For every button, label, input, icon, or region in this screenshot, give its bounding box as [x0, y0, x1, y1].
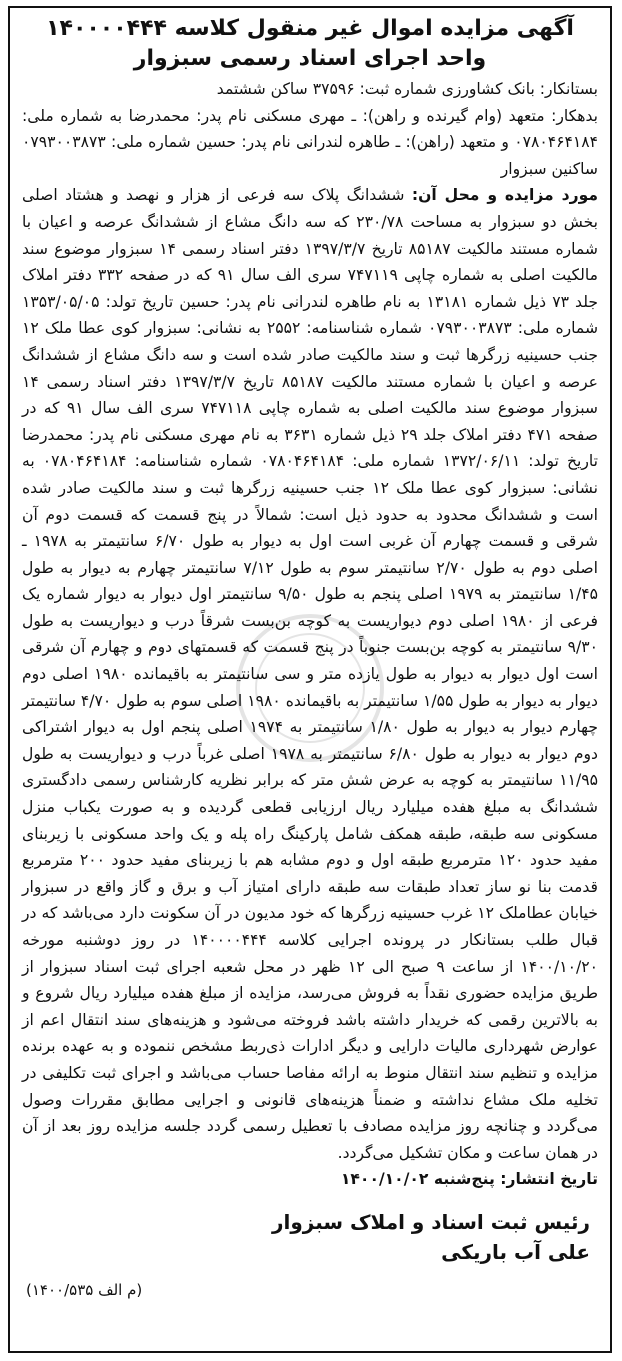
reference-code: (م الف ۱۴۰۰/۵۳۵): [26, 1280, 143, 1299]
publish-date: تاریخ انتشار: پنج‌شنبه ۱۴۰۰/۱۰/۰۲: [340, 1170, 598, 1189]
signature-name: علی آب باریکی: [441, 1239, 590, 1264]
notice-body: [22, 76, 598, 1193]
signature-block: [22, 1207, 598, 1267]
subject-paragraph: [22, 182, 598, 1166]
creditor-line: بستانکار: بانک کشاورزی شماره ثبت: ۳۷۵۹۶ ساکن ششتمد: [216, 80, 598, 98]
notice-title: آگهی مزایده اموال غیر منقول کلاسه ۱۴۰۰۰۰۴۴۴ واحد اجرای اسناد رسمی سبزوار: [46, 16, 574, 71]
subject-label: مورد مزایده و محل آن:: [411, 186, 598, 205]
subject-text: ششدانگ پلاک سه فرعی از هزار و نهصد و هشتاد اصلی بخش دو سبزوار به مساحت ۲۳۰/۷۸ که سه دانگ مشاع از ششدانگ عرصه و اعیان با شماره مستند مالکیت ۸۵۱۸۷ تاریخ ۱۳۹۷/۳/۷ دفتر اسناد رسمی ۱۴ سبزوار موضوع سند مالکیت اصلی به شماره چاپی ۷۴۷۱۱۹ سری الف سال ۹۱ که در صفحه ۳۳۲ دفتر املاک جلد ۷۳ ذیل شماره ۱۳۱۸۱ به نام طاهره لندرانی نام پدر: حسین تاریخ تولد: ۱۳۵۳/۰۵/۰۵ شماره ملی: ۰۷۹۳۰۰۳۸۷۳ شماره شناسنامه: ۲۵۵۲ به نشانی: سبزوار کوی عطا ملک ۱۲ جنب حسینیه زرگرها ثبت و سند مالکیت صادر شده است و سه دانگ مشاع از ششدانگ عرصه و اعیان با شماره مستند مالکیت ۸۵۱۸۷ تاریخ ۱۳۹۷/۳/۷ دفتر اسناد رسمی ۱۴ سبزوار موضوع سند مالکیت اصلی به شماره چاپی ۷۴۷۱۱۸ سری الف سال ۹۱ که در صفحه ۴۷۱ دفتر املاک جلد ۲۹ ذیل شماره ۳۶۳۱ به نام مهری مسکنی نام پدر: محمدرضا تاریخ تولد: ۱۳۷۲/۰۶/۱۱ شماره ملی: ۰۷۸۰۴۶۴۱۸۴ شماره شناسنامه: ۰۷۸۰۴۶۴۱۸۴ به نشانی: سبزوار کوی عطا ملک ۱۲ جنب حسینیه زرگرها ثبت و سند مالکیت صادر شده است و ششدانگ محدود به حدود ذیل است: شمالاً در پنج قسمت که قسمت دوم آن شرقی و قسمت چهارم آن غربی است اول به دیوار به طول ۶/۷۰ سانتیمتر به ۱۹۷۸ ـ اصلی دوم به طول ۲/۷۰ سانتیمتر سوم به طول ۷/۱۲ سانتیمتر چهارم به دیوار به طول ۱/۴۵ سانتیمتر به ۱۹۷۹ اصلی پنجم به طول ۹/۵۰ سانتیمتر اول دیوار به دیوار شماره یک فرعی از ۱۹۸۰ اصلی دوم دیواریست به کوچه بن‌بست شرقاً درب و دیواریست به طول ۹/۳۰ سانتیمتر به کوچه بن‌بست جنوباً در پنج قسمت که قسمتهای دوم و چهارم آن شرقی است اول دیوار به دیوار به طول یازده متر و سی سانتیمتر به باقیمانده ۱۹۸۰ اصلی دوم دیوار به دیوار به طول ۱/۵۵ سانتیمتر به باقیمانده ۱۹۸۰ اصلی سوم به طول ۴/۷۰ سانتیمتر چهارم دیوار به دیوار به طول ۱/۸۰ سانتیمتر به ۱۹۷۴ اصلی پنجم اول به دیوار اشتراکی دوم دیوار به دیوار به طول ۶/۸۰ سانتیمتر به ۱۹۷۸ اصلی غرباً درب و دیواریست به طول ۱۱/۹۵ سانتیمتر به کوچه به عرض شش متر که برابر نظریه کارشناس رسمی دادگستری ششدانگ به مبلغ هفده میلیارد ریال ارزیابی قطعی گردیده و به صورت یکباب منزل مسکونی سه طبقه، طبقه همکف شامل پارکینگ راه پله و یک واحد مسکونی با زیربنای مفید حدود ۱۲۰ مترمربع طبقه اول و دوم مشابه هم با زیربنای مفید حدود ۲۰۰ مترمربع قدمت بنا نو ساز تعداد طبقات سه طبقه دارای امتیاز آب و برق و گاز واقع در سبزوار خیابان عطاملک ۱۲ غرب حسینیه زرگرها که خود مدیون در آن سکونت دارد می‌باشد که در قبال طلب بستانکار در پرونده اجرایی کلاسه ۱۴۰۰۰۰۴۴۴ در روز دوشنبه مورخه ۱۴۰۰/۱۰/۲۰ از ساعت ۹ صبح الی ۱۲ ظهر در محل شعبه اجرای ثبت اسناد سبزوار از طریق مزایده حضوری نقداً به فروش می‌رسد، مزایده از مبلغ هفده میلیارد ریال شروع و به بالاترین رقمی که خریدار داشته باشد فروخته می‌شود و هزینه‌های سند انتقال اعم از عوارض شهرداری مالیات دارایی و دیگر ادارات ذی‌ربط مشخص ننموده و به عهده برنده مزایده و تنظیم سند انتقال منوط به ارائه مفاصا حساب می‌باشد و اجرای ثبت تکلیفی در تخلیه ملک مشاع نداشته و ضمناً هزینه‌های قانونی و اجرایی مطابق مقررات وصول می‌گردد و چنانچه روز مزایده مصادف با تعطیل رسمی گردد جلسه مزایده روز بعد از آن در همان ساعت و مکان تشکیل می‌گردد.: [22, 186, 599, 1162]
signature-title: رئیس ثبت اسناد و املاک سبزوار: [272, 1209, 590, 1234]
debtor-paragraph: بدهکار: متعهد (وام گیرنده و راهن): ـ مهری مسکنی نام پدر: محمدرضا به شماره ملی: ۰۷۸۰۴۶۴۱۸۴ و متعهد (راهن): ـ طاهره لندرانی نام پدر: حسین شماره ملی: ۰۷۹۳۰۰۳۸۷۳ ساکنین سبزوار: [22, 106, 598, 178]
notice-frame: [8, 6, 612, 1353]
